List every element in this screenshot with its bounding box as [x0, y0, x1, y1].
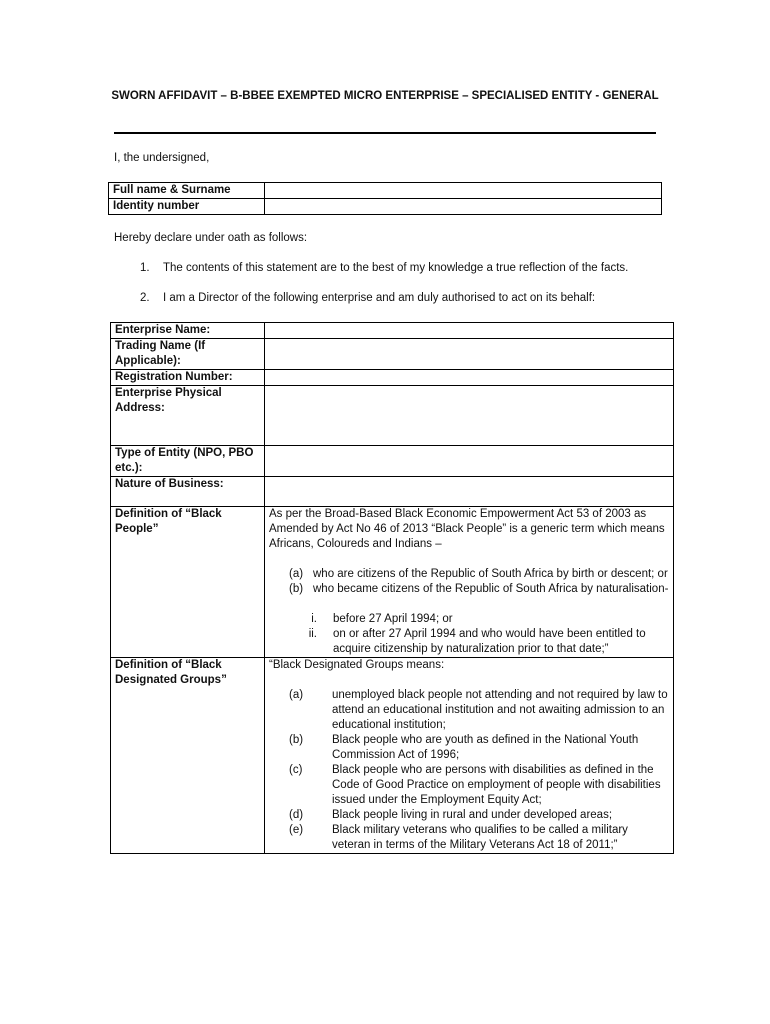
table-row	[109, 183, 662, 199]
physical-address-field[interactable]	[265, 386, 674, 446]
list-marker: (c)	[289, 764, 303, 776]
table-row	[111, 323, 674, 339]
list-item	[289, 733, 669, 763]
point-number: 2.	[140, 292, 150, 304]
list-text: Black people who are persons with disabilities as defined in the Code of Good Practice on employment of people with disabilities issued under the Employment Equity Act;	[332, 764, 661, 806]
table-row	[111, 477, 674, 507]
table-row	[111, 446, 674, 477]
list-text: Black people living in rural and under developed areas;	[332, 809, 613, 821]
table-row	[111, 339, 674, 370]
list-item	[289, 612, 669, 627]
full-name-field[interactable]	[265, 183, 662, 199]
point-number: 1.	[140, 262, 150, 274]
list-marker: (a)	[289, 568, 304, 580]
physical-address-label: Enterprise Physical Address:	[111, 386, 265, 446]
point-2	[140, 292, 595, 304]
identity-table	[108, 182, 662, 215]
table-row	[111, 370, 674, 386]
def-black-people-intro: As per the Broad-Based Black Economic Empowerment Act 53 of 2003 as Amended by Act No 46 of 2013 “Black People” is a generic term which means Africans, Coloureds and Indians –	[269, 508, 665, 550]
full-name-label: Full name & Surname	[109, 183, 265, 199]
point-text: I am a Director of the following enterprise and am duly authorised to act on its behalf:	[163, 292, 596, 304]
list-item	[289, 763, 669, 808]
list-marker: (b)	[289, 583, 304, 595]
list-item	[289, 627, 669, 657]
list-text: Black military veterans who qualifies to be called a military veteran in terms of the Military Veterans Act 18 of 2011;”	[332, 824, 628, 851]
def-designated-text	[265, 658, 674, 854]
list-text: before 27 April 1994; or	[333, 613, 453, 625]
def-black-people-list	[289, 567, 669, 597]
type-of-entity-label: Type of Entity (NPO, PBO etc.):	[111, 446, 265, 477]
list-marker: ii.	[308, 628, 317, 640]
enterprise-name-field[interactable]	[265, 323, 674, 339]
point-1	[140, 262, 628, 274]
def-black-people-text	[265, 507, 674, 658]
list-item	[289, 823, 669, 853]
intro-text: I, the undersigned,	[114, 152, 210, 164]
list-marker: (a)	[289, 689, 304, 701]
def-designated-list	[289, 688, 669, 853]
list-text: who are citizens of the Republic of South Africa by birth or descent; or	[313, 568, 668, 580]
list-item	[289, 808, 669, 823]
declare-text: Hereby declare under oath as follows:	[114, 232, 308, 244]
list-item	[289, 567, 669, 582]
table-row	[111, 507, 674, 658]
list-marker: (d)	[289, 809, 304, 821]
trading-name-label: Trading Name (If Applicable):	[111, 339, 265, 370]
enterprise-name-label: Enterprise Name:	[111, 323, 265, 339]
nature-of-business-label: Nature of Business:	[111, 477, 265, 507]
identity-number-label: Identity number	[109, 199, 265, 215]
list-marker: i.	[311, 613, 317, 625]
def-designated-intro: “Black Designated Groups means:	[269, 659, 445, 671]
def-black-people-label: Definition of “Black People”	[111, 507, 265, 658]
list-item	[289, 582, 669, 597]
table-row	[111, 658, 674, 854]
type-of-entity-field[interactable]	[265, 446, 674, 477]
list-marker: (b)	[289, 734, 304, 746]
def-black-people-sublist	[289, 612, 669, 657]
registration-number-field[interactable]	[265, 370, 674, 386]
table-row	[109, 199, 662, 215]
point-text: The contents of this statement are to the best of my knowledge a true reflection of the facts.	[163, 262, 629, 274]
identity-number-field[interactable]	[265, 199, 662, 215]
table-row	[111, 386, 674, 446]
list-marker: (e)	[289, 824, 304, 836]
list-text: unemployed black people not attending and not required by law to attend an educational institution and not awaiting admission to an educational institution;	[332, 689, 668, 731]
nature-of-business-field[interactable]	[265, 477, 674, 507]
list-text: Black people who are youth as defined in the National Youth Commission Act of 1996;	[332, 734, 639, 761]
trading-name-field[interactable]	[265, 339, 674, 370]
def-designated-label: Definition of “Black Designated Groups”	[111, 658, 265, 854]
registration-number-label: Registration Number:	[111, 370, 265, 386]
title-rule	[114, 132, 656, 134]
list-item	[289, 688, 669, 733]
list-text: who became citizens of the Republic of South Africa by naturalisation-	[313, 583, 669, 595]
document-title: SWORN AFFIDAVIT – B-BBEE EXEMPTED MICRO ENTERPRISE – SPECIALISED ENTITY - GENERAL	[111, 90, 659, 102]
list-text: on or after 27 April 1994 and who would have been entitled to acquire citizenship by naturalization prior to that date;”	[333, 628, 646, 655]
enterprise-table	[110, 322, 674, 854]
